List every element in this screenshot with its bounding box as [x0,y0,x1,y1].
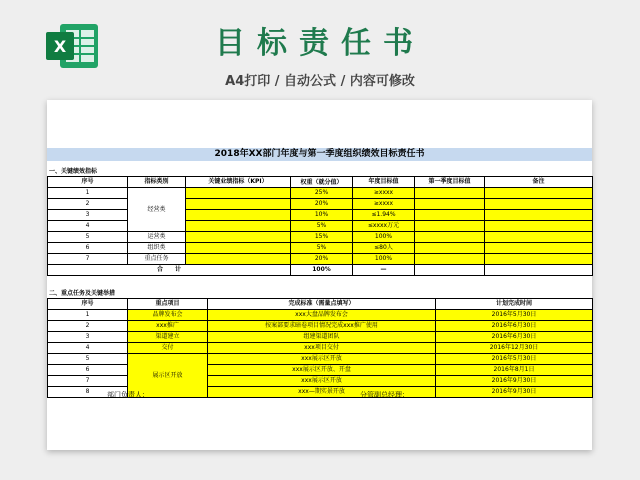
cell-no[interactable]: 1 [48,188,128,199]
cell-date[interactable]: 2016年5月30日 [436,354,593,365]
cell-date[interactable]: 2016年9月30日 [436,376,593,387]
cell-remark[interactable] [485,232,593,243]
cell-no[interactable]: 6 [48,365,128,376]
cell-no[interactable]: 5 [48,354,128,365]
kpi-header-cell: 权重（就分值） [291,177,353,188]
cell-date[interactable]: 2016年6月30日 [436,332,593,343]
sign-department-head: 部门负责人： [107,391,149,399]
cell-project[interactable]: 交付 [128,343,208,354]
tasks-header-cell: 序号 [48,299,128,310]
cell-no[interactable]: 3 [48,210,128,221]
cell-standard[interactable]: xxx项目交付 [208,343,436,354]
cell-category[interactable]: 运营类 [128,232,186,243]
cell-kpi[interactable] [186,221,291,232]
sign-vice-gm: 分管副总经理： [360,391,409,399]
cell-date[interactable]: 2016年9月30日 [436,387,593,398]
cell-no[interactable]: 4 [48,343,128,354]
cell-q1-target[interactable] [415,243,485,254]
page-subtitle: A4打印 / 自动公式 / 内容可修改 [225,74,415,89]
cell-q1-target[interactable] [415,199,485,210]
cell-remark[interactable] [485,254,593,265]
cell-annual-target[interactable]: ≤80人 [353,243,415,254]
table-row [48,188,593,199]
cell-no[interactable]: 7 [48,376,128,387]
cell-q1-target[interactable] [415,232,485,243]
cell-weight[interactable]: 15% [291,232,353,243]
cell-project[interactable]: 展示区开放 [128,354,208,398]
cell-no[interactable]: 8 [48,387,128,398]
total-label: 合 计 [48,265,291,276]
cell-annual-target[interactable]: ≤xxxx万元 [353,221,415,232]
kpi-header-cell: 序号 [48,177,128,188]
kpi-header-cell: 备注 [485,177,593,188]
cell-remark[interactable] [485,243,593,254]
table-row [48,243,593,254]
cell-kpi[interactable] [186,254,291,265]
svg-text:X: X [53,37,67,56]
total-q1 [415,265,485,276]
tasks-header-cell: 完成标准（需量点填写） [208,299,436,310]
cell-standard[interactable]: xxx展示区开放 [208,354,436,365]
kpi-header-cell: 关键业绩指标（KPI） [186,177,291,188]
cell-kpi[interactable] [186,199,291,210]
table-row [48,232,593,243]
cell-date[interactable]: 2016年5月30日 [436,310,593,321]
cell-standard[interactable]: 按案部要求暗卷项目情况完成xxx推广使用 [208,321,436,332]
cell-date[interactable]: 2016年12月30日 [436,343,593,354]
section-kpi-title: 一、关键绩效指标 [49,168,98,175]
cell-standard[interactable]: 组建渠道团队 [208,332,436,343]
cell-annual-target[interactable]: ≤1.94% [353,210,415,221]
cell-remark[interactable] [485,188,593,199]
total-target: — [353,265,415,276]
kpi-header-cell: 年度目标值 [353,177,415,188]
cell-no[interactable]: 6 [48,243,128,254]
cell-annual-target[interactable]: 100% [353,232,415,243]
cell-remark[interactable] [485,221,593,232]
cell-weight[interactable]: 5% [291,221,353,232]
page-title: 目标责任书 [215,26,425,61]
spreadsheet-preview [47,100,592,450]
cell-annual-target[interactable]: ≥xxxx [353,199,415,210]
cell-standard[interactable]: xxx—期实景开放 [208,387,436,398]
section-tasks-title: 二、重点任务及关键举措 [49,290,116,297]
cell-project[interactable]: 渠道建立 [128,332,208,343]
cell-project[interactable]: xxx推广 [128,321,208,332]
cell-weight[interactable]: 20% [291,199,353,210]
cell-no[interactable]: 3 [48,332,128,343]
kpi-header-cell: 指标类别 [128,177,186,188]
cell-weight[interactable]: 10% [291,210,353,221]
cell-q1-target[interactable] [415,188,485,199]
cell-no[interactable]: 2 [48,199,128,210]
cell-standard[interactable]: xxx展示区开放、开盘 [208,365,436,376]
table-row [48,254,593,265]
cell-no[interactable]: 5 [48,232,128,243]
cell-weight[interactable]: 25% [291,188,353,199]
total-row [48,265,593,276]
cell-project[interactable]: 品牌发布会 [128,310,208,321]
cell-kpi[interactable] [186,188,291,199]
cell-weight[interactable]: 20% [291,254,353,265]
cell-no[interactable]: 2 [48,321,128,332]
table-row [48,321,593,332]
promo-header [0,0,640,100]
tasks-header-cell: 重点项目 [128,299,208,310]
cell-date[interactable]: 2016年6月30日 [436,321,593,332]
cell-category[interactable]: 组织类 [128,243,186,254]
cell-category[interactable]: 经营类 [128,188,186,232]
cell-date[interactable]: 2016年8月1日 [436,365,593,376]
kpi-header-row [48,177,593,188]
cell-q1-target[interactable] [415,221,485,232]
tasks-header-cell: 计划完成时间 [436,299,593,310]
tasks-header-row [48,299,593,310]
table-row [48,332,593,343]
cell-annual-target[interactable]: ≥xxxx [353,188,415,199]
cell-remark[interactable] [485,210,593,221]
cell-kpi[interactable] [186,232,291,243]
cell-category[interactable]: 重点任务 [128,254,186,265]
cell-kpi[interactable] [186,210,291,221]
cell-weight[interactable]: 5% [291,243,353,254]
cell-q1-target[interactable] [415,254,485,265]
sheet-title: 2018年XX部门年度与第一季度组织绩效目标责任书 [47,148,592,161]
total-weight: 100% [291,265,353,276]
cell-annual-target[interactable]: 100% [353,254,415,265]
cell-standard[interactable]: xxx展示区开放 [208,376,436,387]
cell-standard[interactable]: xxx大盘品牌发布会 [208,310,436,321]
cell-kpi[interactable] [186,243,291,254]
cell-remark[interactable] [485,199,593,210]
tasks-table [47,298,593,398]
cell-no[interactable]: 7 [48,254,128,265]
cell-q1-target[interactable] [415,210,485,221]
total-remark [485,265,593,276]
cell-no[interactable]: 1 [48,310,128,321]
table-row [48,343,593,354]
kpi-table [47,176,593,276]
cell-no[interactable]: 4 [48,221,128,232]
kpi-header-cell: 第一季度目标值 [415,177,485,188]
table-row [48,354,593,365]
table-row [48,310,593,321]
